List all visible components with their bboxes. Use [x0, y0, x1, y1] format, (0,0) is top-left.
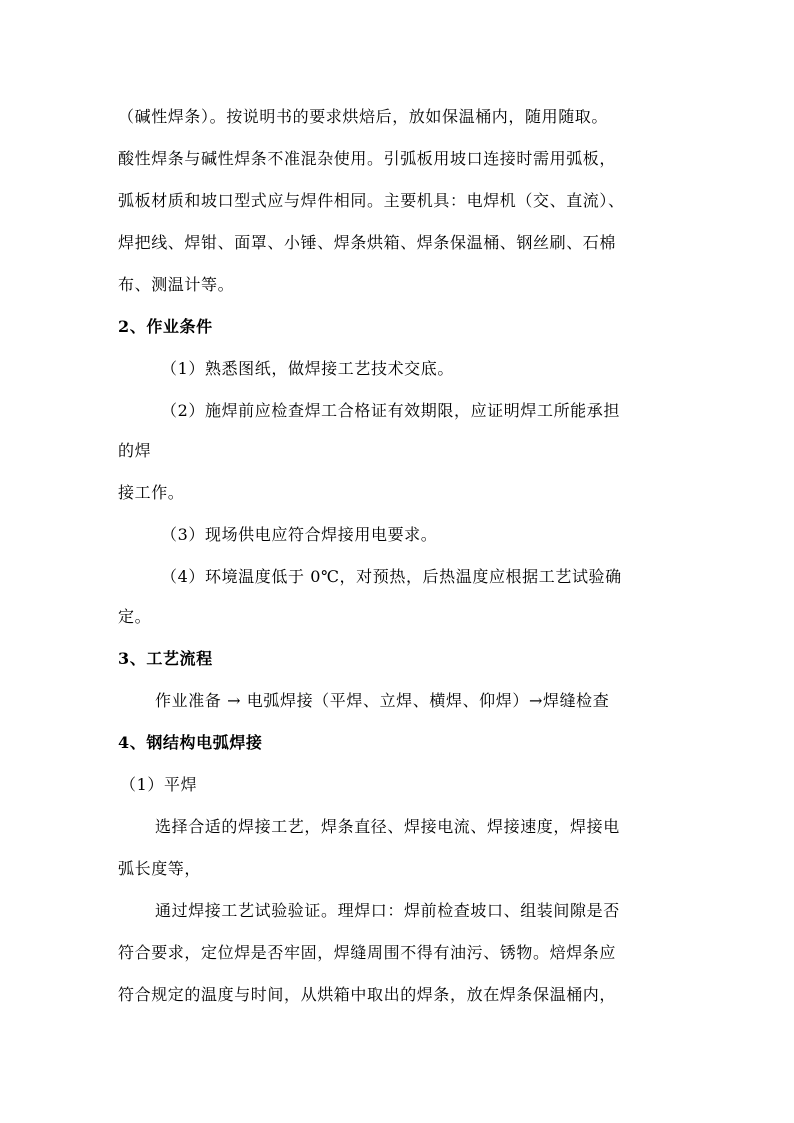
text-line-2: 酸性焊条与碱性焊条不准混杂使用。引弧板用坡口连接时需用弧板，	[118, 149, 617, 168]
text-line-item-4-cont: 定。	[118, 607, 152, 626]
section-heading-2: 2、作业条件	[118, 317, 213, 336]
text-line-item-2-cont-2: 接工作。	[118, 483, 185, 502]
section-heading-4: 4、钢结构电弧焊接	[118, 733, 263, 752]
text-line-item-2: （2）施焊前应检查焊工合格证有效期限，应证明焊工所能承担	[161, 401, 620, 420]
text-line-1: （碱性焊条）。按说明书的要求烘焙后，放如保温桶内，随用随取。	[118, 107, 609, 126]
text-line-para-2-cont-1: 符合要求，定位焊是否牢固，焊缝周围不得有油污、锈物。焙焊条应	[118, 943, 617, 962]
text-line-item-1: （1）熟悉图纸，做焊接工艺技术交底。	[161, 359, 454, 378]
section-heading-3: 3、工艺流程	[118, 649, 213, 668]
subsection-heading-1: （1）平焊	[120, 775, 198, 794]
text-line-4: 焊把线、焊钳、面罩、小锤、焊条烘箱、焊条保温桶、钢丝刷、石棉	[118, 233, 617, 252]
text-line-3: 弧板材质和坡口型式应与焊件相同。主要机具：电焊机（交、直流）、	[118, 191, 625, 210]
text-line-5: 布、测温计等。	[118, 275, 235, 294]
text-line-item-2-cont-1: 的焊	[118, 441, 152, 460]
text-line-para-2: 通过焊接工艺试验验证。理焊口：焊前检查坡口、组装间隙是否	[155, 901, 620, 920]
text-line-item-4: （4）环境温度低于 0℃，对预热，后热温度应根据工艺试验确	[161, 567, 622, 586]
text-line-para-2-cont-2: 符合规定的温度与时间，从烘箱中取出的焊条，放在焊条保温桶内，	[118, 985, 617, 1004]
text-line-para-1-cont: 弧长度等，	[118, 859, 202, 878]
process-flow-line: 作业准备 → 电弧焊接（平焊、立焊、横焊、仰焊）→焊缝检查	[155, 691, 610, 710]
text-line-para-1: 选择合适的焊接工艺，焊条直径、焊接电流、焊接速度，焊接电	[155, 817, 620, 836]
text-line-item-3: （3）现场供电应符合焊接用电要求。	[161, 525, 438, 544]
